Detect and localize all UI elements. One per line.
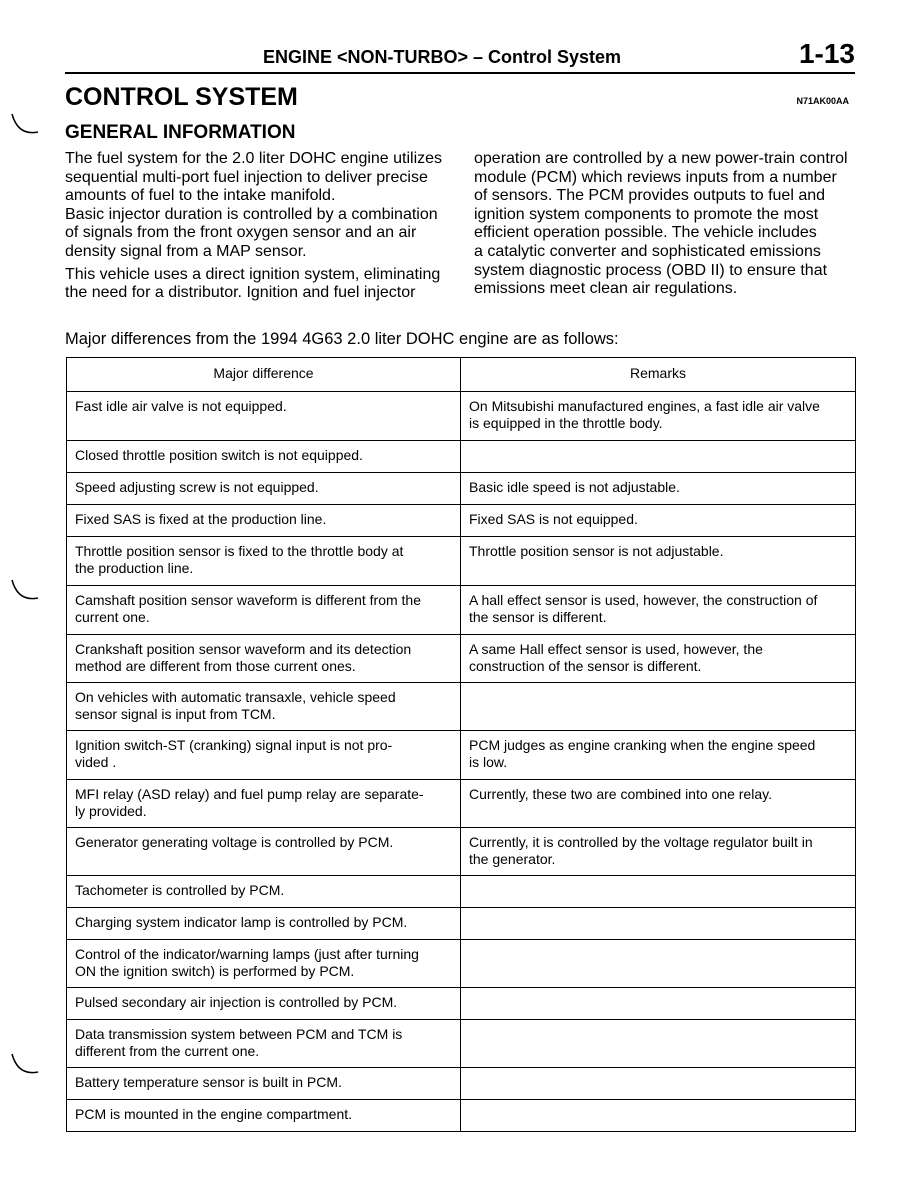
major-difference-cell [67,586,461,635]
body-line: The fuel system for the 2.0 liter DOHC engine utilizes [65,150,443,167]
major-difference-cell [67,876,461,908]
remarks-cell [461,828,856,876]
column-header-remarks: Remarks [461,358,856,392]
cell-text: Data transmission system between PCM and TCM is [75,1026,403,1042]
cell-text: Control of the indicator/warning lamps (just after turning [75,946,419,962]
remarks-cell [461,635,856,683]
major-difference-cell [67,940,461,988]
body-line: sequential multi-port fuel injection to deliver precise [65,168,428,186]
cell-text: Camshaft position sensor waveform is different from the [75,592,422,608]
table-row [67,392,856,441]
table-row [67,1100,856,1132]
body-line: of signals from the front oxygen sensor and an air [65,224,417,242]
cell-text: Charging system indicator lamp is controlled by PCM. [75,914,408,930]
cell-text: the generator. [469,851,556,867]
remarks-cell [461,586,856,635]
cell-text: On Mitsubishi manufactured engines, a fast idle air valve [469,398,820,414]
cell-text: construction of the sensor is different. [469,658,702,674]
page-number: 1-13 [798,38,855,69]
remarks-cell [461,683,856,731]
cell-text: PCM judges as engine cranking when the engine speed [469,737,816,753]
cell-text: Throttle position sensor is not adjustable. [469,543,724,559]
cell-text: sensor signal is input from TCM. [75,706,276,722]
cell-text: Ignition switch-ST (cranking) signal input is not pro- [75,737,393,753]
cell-text: Basic idle speed is not adjustable. [469,479,680,495]
body-line: module (PCM) which reviews inputs from a number [474,168,837,186]
major-difference-cell [67,635,461,683]
remarks-cell [461,505,856,537]
major-difference-cell [67,473,461,505]
remarks-cell [461,441,856,473]
body-line: of sensors. The PCM provides outputs to fuel and [474,187,826,205]
document-code: N71AK00AA [796,96,849,106]
table-row [67,1068,856,1100]
table-row [67,473,856,505]
table-row [67,1020,856,1068]
body-column-left [65,150,443,303]
body-line: efficient operation possible. The vehicle includes [474,224,817,242]
table-row [67,828,856,876]
table-row [67,505,856,537]
cell-text: current one. [75,609,150,625]
table-row [67,441,856,473]
cell-text: Currently, these two are combined into one relay. [469,786,772,802]
cell-text: Speed adjusting screw is not equipped. [75,479,319,495]
major-difference-cell [67,1020,461,1068]
page-header [65,38,855,74]
table-body [67,392,856,1132]
cell-text: different from the current one. [75,1043,260,1059]
remarks-cell [461,988,856,1020]
column-header-major: Major difference [67,358,461,392]
table-intro: Major differences from the 1994 4G63 2.0 liter DOHC engine are as follows: [65,330,619,348]
cell-text: Crankshaft position sensor waveform and its detection [75,641,412,657]
remarks-cell [461,908,856,940]
cell-text: Throttle position sensor is fixed to the throttle body at [75,543,404,559]
cell-text: Tachometer is controlled by PCM. [75,882,285,898]
table-row [67,940,856,988]
major-difference-cell [67,505,461,537]
table-row [67,780,856,828]
cell-text: Battery temperature sensor is built in PCM. [75,1074,342,1090]
remarks-cell [461,731,856,780]
body-line: a catalytic converter and sophisticated emissions [474,242,821,260]
major-difference-cell [67,908,461,940]
table-row [67,731,856,780]
cell-text: ly provided. [75,803,147,819]
major-difference-cell [67,441,461,473]
cell-text: Fixed SAS is not equipped. [469,511,638,527]
table-row [67,683,856,731]
major-difference-cell [67,683,461,731]
remarks-cell [461,392,856,441]
binding-mark-icon [10,112,40,140]
body-line: system diagnostic process (OBD II) to ensure that [474,261,828,279]
major-difference-cell [67,1100,461,1132]
remarks-cell [461,940,856,988]
major-difference-cell [67,731,461,780]
binding-mark-icon [10,578,40,606]
cell-text: Fast idle air valve is not equipped. [75,398,287,414]
cell-text: PCM is mounted in the engine compartment. [75,1106,353,1122]
cell-text: A same Hall effect sensor is used, however, the [469,641,763,657]
cell-text: On vehicles with automatic transaxle, vehicle speed [75,689,396,705]
section-title: CONTROL SYSTEM [65,83,298,111]
cell-text: is low. [469,754,508,770]
major-difference-cell [67,392,461,441]
remarks-cell [461,780,856,828]
table-row [67,876,856,908]
remarks-cell [461,876,856,908]
cell-text: Pulsed secondary air injection is controlled by PCM. [75,994,398,1010]
table-row [67,635,856,683]
body-line: ignition system components to promote the most [474,205,819,223]
remarks-cell [461,473,856,505]
table-header-row [67,358,856,392]
table-row [67,586,856,635]
major-difference-cell [67,537,461,586]
cell-text: vided . [75,754,117,770]
cell-text: Closed throttle position switch is not equipped. [75,447,363,463]
table-row [67,908,856,940]
differences-table [66,357,856,1132]
body-line: operation are controlled by a new power-train control [474,150,848,167]
body-column-right [474,150,847,299]
subsection-title: GENERAL INFORMATION [65,122,296,143]
cell-text: Currently, it is controlled by the voltage regulator built in [469,834,813,850]
cell-text: method are different from those current ones. [75,658,356,674]
cell-text: the production line. [75,560,194,576]
header-title: ENGINE <NON-TURBO> – Control System [263,47,622,67]
remarks-cell [461,1100,856,1132]
body-line: This vehicle uses a direct ignition system, eliminating [65,265,441,283]
cell-text: Generator generating voltage is controlled by PCM. [75,834,394,850]
major-difference-cell [67,988,461,1020]
remarks-cell [461,1068,856,1100]
cell-text: ON the ignition switch) is performed by PCM. [75,963,355,979]
cell-text: MFI relay (ASD relay) and fuel pump relay are separate- [75,786,424,802]
remarks-cell [461,1020,856,1068]
binding-mark-icon [10,1052,40,1080]
cell-text: A hall effect sensor is used, however, the construction of [469,592,818,608]
major-difference-cell [67,780,461,828]
body-line: the need for a distributor. Ignition and fuel injector [65,284,416,302]
table-row [67,537,856,586]
table-row [67,988,856,1020]
body-line: Basic injector duration is controlled by a combination [65,205,438,223]
body-line: emissions meet clean air regulations. [474,280,738,298]
remarks-cell [461,537,856,586]
cell-text: the sensor is different. [469,609,607,625]
cell-text: Fixed SAS is fixed at the production line. [75,511,327,527]
cell-text: is equipped in the throttle body. [469,415,663,431]
major-difference-cell [67,828,461,876]
body-line: amounts of fuel to the intake manifold. [65,187,336,205]
body-line: density signal from a MAP sensor. [65,242,307,260]
major-difference-cell [67,1068,461,1100]
